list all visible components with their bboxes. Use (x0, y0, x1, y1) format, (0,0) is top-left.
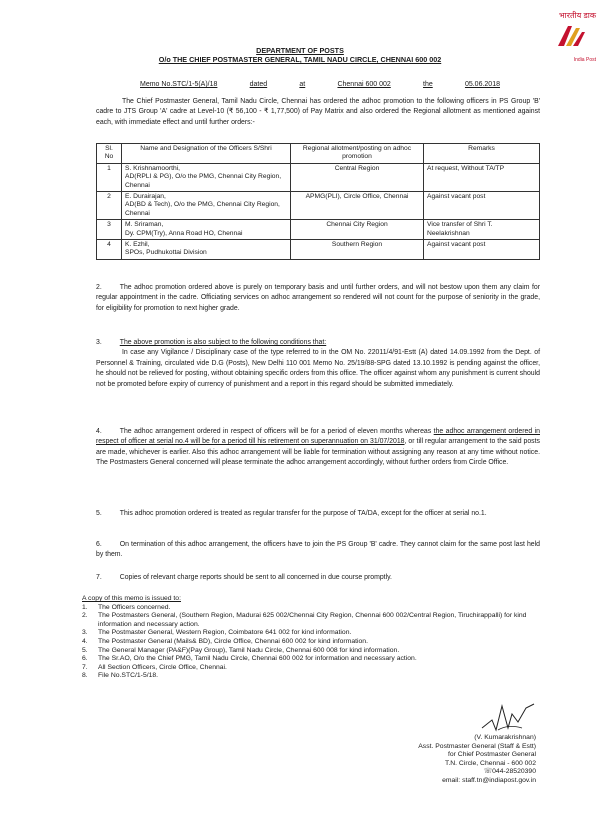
para-6: 6. On termination of this adhoc arrangement, the officers have to join the PS Group 'B' cadre. They cannot claim for the same post last held by them. (96, 541, 540, 559)
row-region: Central Region (291, 163, 424, 191)
signatory-phone: ☏044-28520390 (483, 768, 536, 776)
copy-heading: A copy of this memo is issued to: (82, 595, 181, 602)
list-item: 7. All Section Officers, Circle Office, Chennai. (82, 663, 227, 671)
row-sl: 1 (97, 163, 122, 191)
officer-name: E. Durairajan, (125, 193, 166, 201)
table-row (97, 240, 540, 260)
para-3: 3. The above promotion is also subject to the following conditions that: In case any Vigilance / Disciplinary case of the type referred to in the OM No. 22011/4/91-Estt (A) dated 14.09.1992 from the Dept. of Personnel & Training, circulated vide D.G (Posts), New Delhi 110 001 Memo No. 25/19/88-SPG dated 13.10.1992 is pending against the officer, he should not be relieved for posting, without obtaining specific orders from this office. The officer against whom any punishment is current should not be promoted before expiry of currency of punishment and a report in this regard should be submitted immediately. (96, 339, 540, 388)
signature-image (478, 700, 540, 734)
memo-at: at (299, 81, 306, 88)
officer-designation: Dy. CPM(Try), Anna Road HO, Chennai (125, 229, 243, 237)
memo-place: Chennai 600 002 (337, 81, 391, 88)
signatory-for: for Chief Postmaster General (447, 751, 536, 759)
office-heading: O/o THE CHIEF POSTMASTER GENERAL, TAMIL NADU CIRCLE, CHENNAI 600 002 (158, 55, 442, 64)
row-remarks: Against vacant post (424, 192, 540, 220)
row-remarks: At request, Without TA/TP (424, 163, 540, 191)
signatory-name: (V. Kumarakrishnan) (474, 734, 536, 741)
para-7: 7. Copies of relevant charge reports should be sent to all concerned in due course promptly. (96, 574, 392, 581)
india-post-emblem-icon (556, 22, 586, 52)
memo-the: the (423, 81, 433, 88)
row-name-cell (122, 220, 291, 240)
logo-hindi-text: भारतीय डाक (559, 11, 596, 20)
row-remarks: Against vacant post (424, 240, 540, 260)
col-name: Name and Designation of the Officers S/Shri (122, 144, 291, 164)
memo-dated: dated (249, 81, 268, 88)
para-4: 4. The adhoc arrangement ordered in respect of officers will be for a period of eleven months whereas the adhoc arrangement ordered in respect of officer at serial no.4 will be for a period till his retirement on superannuation on 31/07/2018, or till regular arrangement to the said posts are made, whichever is earlier. Also this adhoc arrangement will be liable for termination without assigning any reason at any time without notice. The Postmasters General concerned will please terminate the adhoc arrangement accordingly, without further orders from Circle Office. (96, 428, 540, 467)
memo-number: Memo No.STC/1-5(A)/18 (140, 81, 218, 88)
signatory-circle: T.N. Circle, Chennai - 600 002 (444, 759, 536, 767)
table-header (97, 144, 540, 164)
list-item: 4. The Postmaster General (Mails& BD), Circle Office, Chennai 600 002 for kind information. (82, 637, 368, 645)
row-remarks: Vice transfer of Shri T. Neelakrishnan (424, 220, 540, 240)
list-item: 2. The Postmasters General, (Southern Region, Madurai 625 002/Chennai City Region, Chennai 600 002/Central Region, Tiruchirappalli) for kind information and necessary action. (82, 612, 527, 628)
para-5: 5. This adhoc promotion ordered is treated as regular transfer for the purpose of TA/DA, except for the officer at serial no.1. (96, 510, 487, 517)
signatory-email: email: staff.tn@indiapost.gov.in (442, 776, 536, 784)
col-region: Regional allotment/posting on adhoc promotion (291, 144, 424, 164)
officer-designation: AD(RPLI & PG), O/o the PMG, Chennai City Region, Chennai (125, 173, 282, 189)
signature-block (418, 734, 536, 786)
row-sl: 2 (97, 192, 122, 220)
table-row (97, 192, 540, 220)
officer-designation: AD(BD & Tech), O/o the PMG, Chennai City Region, Chennai (125, 201, 280, 217)
memo-date: 05.06.2018 (464, 81, 500, 88)
row-region: Chennai City Region (291, 220, 424, 240)
row-name-cell (122, 240, 291, 260)
row-name-cell (122, 192, 291, 220)
copy-list (82, 595, 542, 681)
officer-name: K. Ezhil, (125, 241, 150, 249)
row-region: APMG(PLI), Circle Office, Chennai (291, 192, 424, 220)
table-row (97, 220, 540, 240)
list-item: 3. The Postmaster General, Western Region, Coimbatore 641 002 for kind information. (82, 629, 352, 637)
list-item: 1. The Officers concerned. (82, 603, 171, 611)
row-sl: 3 (97, 220, 122, 240)
table-row (97, 163, 540, 191)
signatory-designation: Asst. Postmaster General (Staff & Estt) (418, 742, 536, 750)
memo-line (140, 81, 500, 88)
list-item: 5. The General Manager (PA&F)(Pay Group), Tamil Nadu Circle, Chennai 600 008 for kind information. (82, 646, 400, 654)
india-post-logo (540, 4, 596, 66)
officer-name: M. Sriraman, (125, 221, 164, 229)
row-region: Southern Region (291, 240, 424, 260)
row-sl: 4 (97, 240, 122, 260)
row-name-cell (122, 163, 291, 191)
list-item: 8. File No.STC/1-5/18. (82, 672, 159, 680)
officer-designation: SPOs, Pudhukottai Division (125, 249, 207, 257)
col-sl: Sl. No (97, 144, 122, 164)
para-2: 2. The adhoc promotion ordered above is purely on temporary basis and until further orders, and will not bestow upon them any claim for regular appointment in the cadre. Officiating services on adhoc arrangement so rendered will not count for the purpose of seniority in the grade, for eligibility for promotion to next higher grade. (96, 284, 540, 312)
promotion-table (96, 143, 540, 260)
col-remarks: Remarks (424, 144, 540, 164)
logo-english-text: India Post (573, 57, 596, 63)
intro-paragraph: The Chief Postmaster General, Tamil Nadu Circle, Chennai has ordered the adhoc promotion to the following officers in PS Group 'B' cadre to JTS Group 'A' cadre at Level-10 (₹ 56,100 - ₹ 1,77,500) of Pay Matrix and also ordered the Regional allotment as mentioned against each, with immediate effect and until further orders:- (96, 98, 540, 126)
dept-heading: DEPARTMENT OF POSTS (256, 46, 344, 55)
officer-name: S. Krishnamoorthi, (125, 164, 181, 172)
list-item: 6. The Sr.AO, O/o the Chief PMG, Tamil Nadu Circle, Chennai 600 002 for information and necessary action. (82, 655, 417, 663)
